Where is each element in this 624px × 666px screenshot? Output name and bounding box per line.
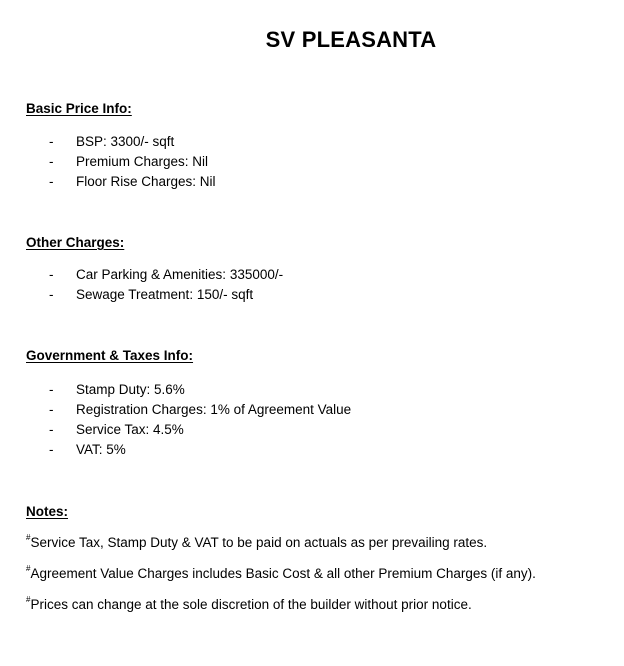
- note-text: Agreement Value Charges includes Basic Cost & all other Premium Charges (if any).: [30, 566, 536, 581]
- bullet-dash: -: [49, 134, 54, 149]
- bullet-dash: -: [49, 382, 54, 397]
- page-title: SV PLEASANTA: [265, 27, 437, 52]
- list-item-text: Service Tax: 4.5%: [76, 422, 184, 437]
- note-text: Prices can change at the sole discretion of the builder without prior notice.: [30, 597, 472, 612]
- bullet-dash: -: [49, 267, 54, 282]
- note-item: [26, 566, 536, 581]
- list-item-text: Premium Charges: Nil: [76, 154, 209, 169]
- note-marker: #: [26, 564, 31, 573]
- section-heading-basic-price: Basic Price Info:: [26, 101, 132, 116]
- list-item-text: Car Parking & Amenities: 335000/-: [76, 267, 284, 282]
- list-item-text: Registration Charges: 1% of Agreement Value: [76, 402, 352, 417]
- bullet-dash: -: [49, 287, 54, 302]
- list-item-text: Floor Rise Charges: Nil: [76, 174, 216, 189]
- note-item: [26, 597, 472, 612]
- note-marker: #: [26, 533, 31, 542]
- list-item-text: VAT: 5%: [76, 442, 126, 457]
- bullet-dash: -: [49, 422, 54, 437]
- section-heading-other-charges: Other Charges:: [26, 235, 125, 250]
- bullet-dash: -: [49, 154, 54, 169]
- note-marker: #: [26, 595, 31, 604]
- note-text: Service Tax, Stamp Duty & VAT to be paid on actuals as per prevailing rates.: [30, 535, 488, 550]
- list-item-text: BSP: 3300/- sqft: [76, 134, 175, 149]
- note-item: [26, 535, 487, 550]
- list-item-text: Stamp Duty: 5.6%: [76, 382, 185, 397]
- section-heading-government-taxes: Government & Taxes Info:: [26, 348, 194, 363]
- list-item-text: Sewage Treatment: 150/- sqft: [76, 287, 254, 302]
- bullet-dash: -: [49, 174, 54, 189]
- section-heading-notes: Notes:: [26, 504, 69, 519]
- bullet-dash: -: [49, 402, 54, 417]
- bullet-dash: -: [49, 442, 54, 457]
